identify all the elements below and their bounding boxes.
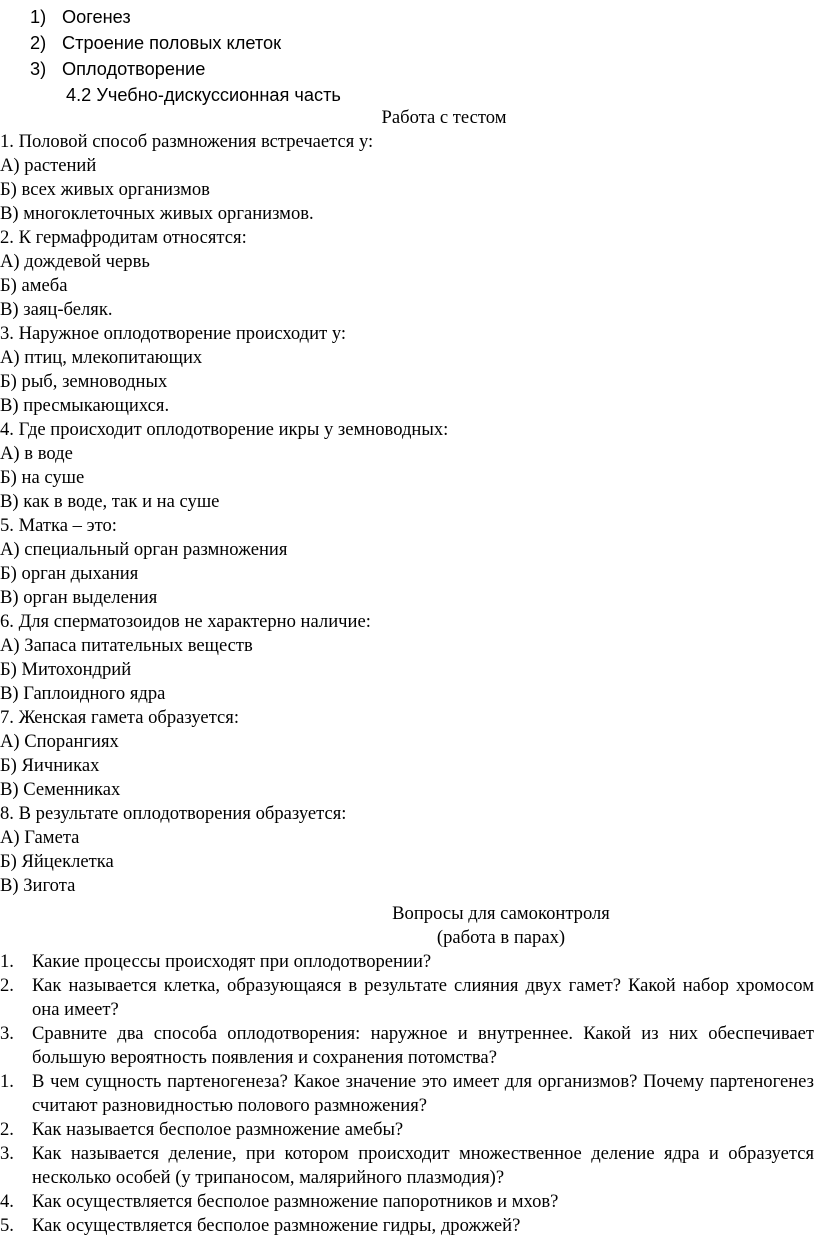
outline-item: 3) Оплодотворение <box>30 59 206 79</box>
test-option: А) растений <box>0 155 97 176</box>
test-option: В) заяц-беляк. <box>0 299 113 320</box>
test-option: В) как в воде, так и на суше <box>0 491 220 512</box>
test-option: В) Зигота <box>0 875 76 896</box>
test-question: 2. К гермафродитам относятся: <box>0 227 247 248</box>
question-item: 3. Как называется деление, при котором происходит множественное деление ядра и образуется несколько особей (у трипаносом, малярийного плазмодия)? <box>0 1143 814 1188</box>
question-item: 2. Как называется бесполое размножение амебы? <box>0 1119 404 1140</box>
test-option: А) в воде <box>0 443 73 464</box>
test-question: 6. Для сперматозоидов не характерно наличие: <box>0 611 371 632</box>
test-question: 1. Половой способ размножения встречается у: <box>0 131 374 152</box>
test-option: Б) Яйцеклетка <box>0 851 114 872</box>
outline-item-text: Оогенез <box>62 7 131 27</box>
test-option: Б) орган дыхания <box>0 563 139 584</box>
question-item: 5. Как осуществляется бесполое размножение гидры, дрожжей? <box>0 1215 521 1236</box>
question-item: 1. В чем сущность партеногенеза? Какое значение это имеет для организмов? Почему партеногенез считают разновидностью полового размножения? <box>0 1071 814 1116</box>
question-text: Сравните два способа оплодотворения: наружное и внутреннее. Какой из них обеспечивает большую вероятность появления и сохранения потомства? <box>32 1023 814 1068</box>
test-option: Б) Яичниках <box>0 755 100 776</box>
test-option: А) Гамета <box>0 827 80 848</box>
question-text: Как называется клетка, образующаяся в результате слияния двух гамет? Какой набор хромосом она имеет? <box>32 975 814 1020</box>
test-question: 5. Матка – это: <box>0 515 117 536</box>
test-option: В) Семенниках <box>0 779 121 800</box>
section-heading: 4.2 Учебно-дискуссионная часть <box>66 85 341 105</box>
test-question: 4. Где происходит оплодотворение икры у земноводных: <box>0 419 449 440</box>
test-option: В) многоклеточных живых организмов. <box>0 203 314 224</box>
question-text: Как осуществляется бесполое размножение гидры, дрожжей? <box>32 1215 521 1236</box>
test-question: 7. Женская гамета образуется: <box>0 707 240 728</box>
test-title: Работа с тестом <box>381 107 507 128</box>
question-text: Как называется деление, при котором происходит множественное деление ядра и образуется несколько особей (у трипаносом, малярийного плазмодия)? <box>32 1143 814 1188</box>
test-question: 8. В результате оплодотворения образуется: <box>0 803 347 824</box>
test-option: А) Запаса питательных веществ <box>0 635 253 656</box>
test-block <box>0 130 816 898</box>
test-option: В) Гаплоидного ядра <box>0 683 166 704</box>
question-item: 3. Сравните два способа оплодотворения: наружное и внутреннее. Какой из них обеспечивает большую вероятность появления и сохранения потомства? <box>0 1023 814 1068</box>
self-control-questions <box>0 950 816 1238</box>
test-option: Б) всех живых организмов <box>0 179 210 200</box>
self-control-title: Вопросы для самоконтроля <box>392 903 610 924</box>
question-text: Как осуществляется бесполое размножение папоротников и мхов? <box>32 1191 559 1212</box>
question-item: 1. Какие процессы происходят при оплодотворении? <box>0 951 432 972</box>
test-option: А) птиц, млекопитающих <box>0 347 203 368</box>
question-item: 2. Как называется клетка, образующаяся в результате слияния двух гамет? Какой набор хромосом она имеет? <box>0 975 814 1020</box>
question-text: Как называется бесполое размножение амебы? <box>32 1119 404 1140</box>
outline-item-text: Оплодотворение <box>62 59 206 79</box>
test-option: А) специальный орган размножения <box>0 539 288 560</box>
outline-item: 2) Строение половых клеток <box>30 33 282 53</box>
test-option: А) Спорангиях <box>0 731 119 752</box>
test-option: Б) Митохондрий <box>0 659 132 680</box>
topic-outline <box>0 4 281 82</box>
test-option: А) дождевой червь <box>0 251 150 272</box>
question-text: В чем сущность партеногенеза? Какое значение это имеет для организмов? Почему партеногенез считают разновидностью полового размножения? <box>32 1071 814 1116</box>
test-option: В) пресмыкающихся. <box>0 395 170 416</box>
question-text: Какие процессы происходят при оплодотворении? <box>32 951 432 972</box>
outline-item-text: Строение половых клеток <box>62 33 282 53</box>
test-option: В) орган выделения <box>0 587 158 608</box>
test-question: 3. Наружное оплодотворение происходит у: <box>0 323 347 344</box>
test-option: Б) амеба <box>0 275 68 296</box>
test-option: Б) рыб, земноводных <box>0 371 168 392</box>
self-control-subtitle: (работа в парах) <box>436 927 566 948</box>
outline-item: 1) Оогенез <box>30 7 131 27</box>
test-option: Б) на суше <box>0 467 85 488</box>
question-item: 4. Как осуществляется бесполое размножение папоротников и мхов? <box>0 1191 559 1212</box>
